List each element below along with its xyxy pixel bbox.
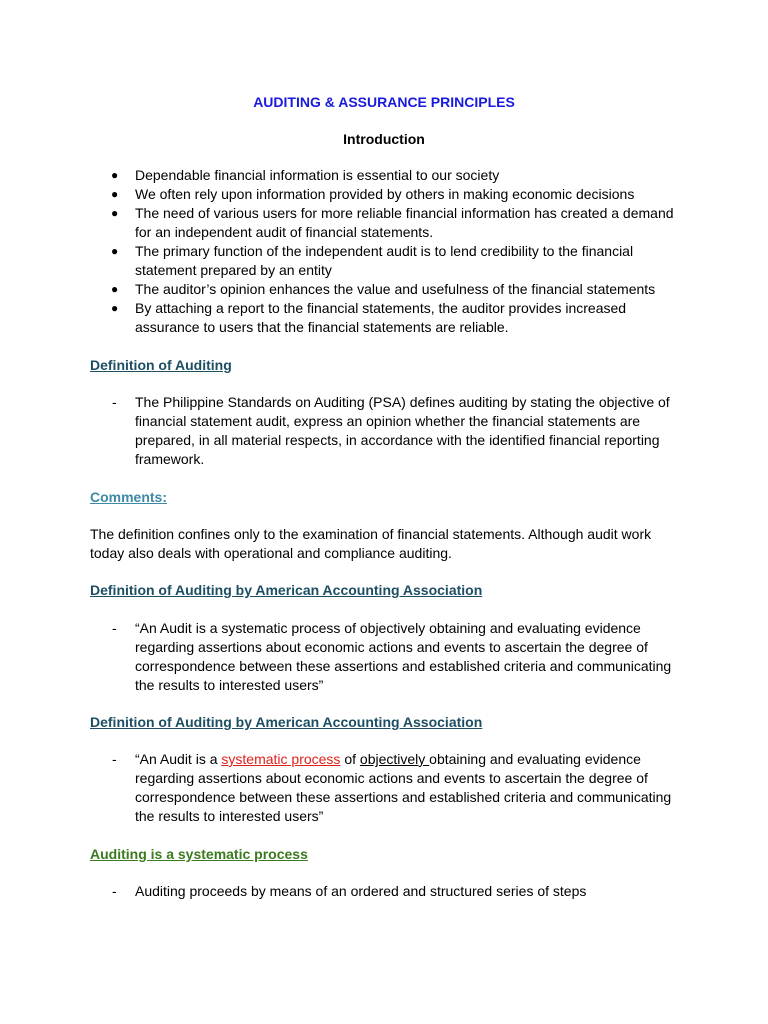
definition-item [90,393,680,469]
definition-heading: Definition of Auditing [90,357,232,373]
intro-heading: Introduction [343,131,425,147]
text-segment: of [340,751,360,767]
aaa-definition-item-highlighted [90,750,680,826]
systematic-process-highlight: systematic process [221,751,341,767]
bullet-icon: ● [111,187,119,201]
bullet-icon: ● [111,301,119,315]
bullet-text: The auditor’s opinion enhances the value and usefulness of the financial statements [135,281,656,297]
dash-icon: - [112,751,117,767]
aaa-definition-text-highlighted [135,750,680,826]
text-segment: obtaining and evaluating evidence regarding assertions about economic actions and events to ascertain the degree of correspondence between these assertions and established criteria and communicating the results to interested users” [135,751,672,824]
list-item [90,299,680,337]
list-item [90,204,680,242]
bullet-icon: ● [111,168,119,182]
bullet-text: Dependable financial information is essential to our society [135,167,500,183]
list-item [90,242,680,280]
objectively-highlight: objectively [359,751,430,767]
bullet-icon: ● [111,244,119,258]
systematic-process-item [90,882,680,901]
bullet-text: The primary function of the independent audit is to lend credibility to the financial statement prepared by an entity [135,243,634,278]
systematic-process-heading: Auditing is a systematic process [90,846,308,862]
list-item [90,280,680,299]
comments-heading: Comments: [90,489,168,505]
aaa-definition-heading: Definition of Auditing by American Accounting Association [90,582,483,598]
aaa-definition-heading-repeat: Definition of Auditing by American Accounting Association [90,714,483,730]
dash-icon: - [112,620,117,636]
text-segment: “An Audit is a [135,751,222,767]
list-item [90,185,680,204]
definition-text: The Philippine Standards on Auditing (PSA) defines auditing by stating the objective of financial statement audit, express an opinion whether the financial statements are prepared, in all material respects, in accordance with the identified financial reporting framework. [135,394,670,467]
bullet-text: By attaching a report to the financial statements, the auditor provides increased assurance to users that the financial statements are reliable. [135,300,627,335]
comments-text: The definition confines only to the examination of financial statements. Although audit work today also deals with operational and compliance auditing. [90,526,652,561]
document-title: AUDITING & ASSURANCE PRINCIPLES [253,94,515,110]
aaa-definition-item [90,619,680,695]
bullet-text: We often rely upon information provided by others in making economic decisions [135,186,635,202]
dash-icon: - [112,883,117,899]
bullet-text: The need of various users for more reliable financial information has created a demand for an independent audit of financial statements. [135,205,674,240]
aaa-definition-text: “An Audit is a systematic process of objectively obtaining and evaluating evidence regarding assertions about economic actions and events to ascertain the degree of correspondence between these assertions and established criteria and communicating the results to interested users” [135,620,672,693]
dash-icon: - [112,394,117,410]
bullet-icon: ● [111,282,119,296]
systematic-process-text: Auditing proceeds by means of an ordered and structured series of steps [135,883,587,899]
intro-bullet-list [90,166,680,337]
list-item [90,166,680,185]
bullet-icon: ● [111,206,119,220]
